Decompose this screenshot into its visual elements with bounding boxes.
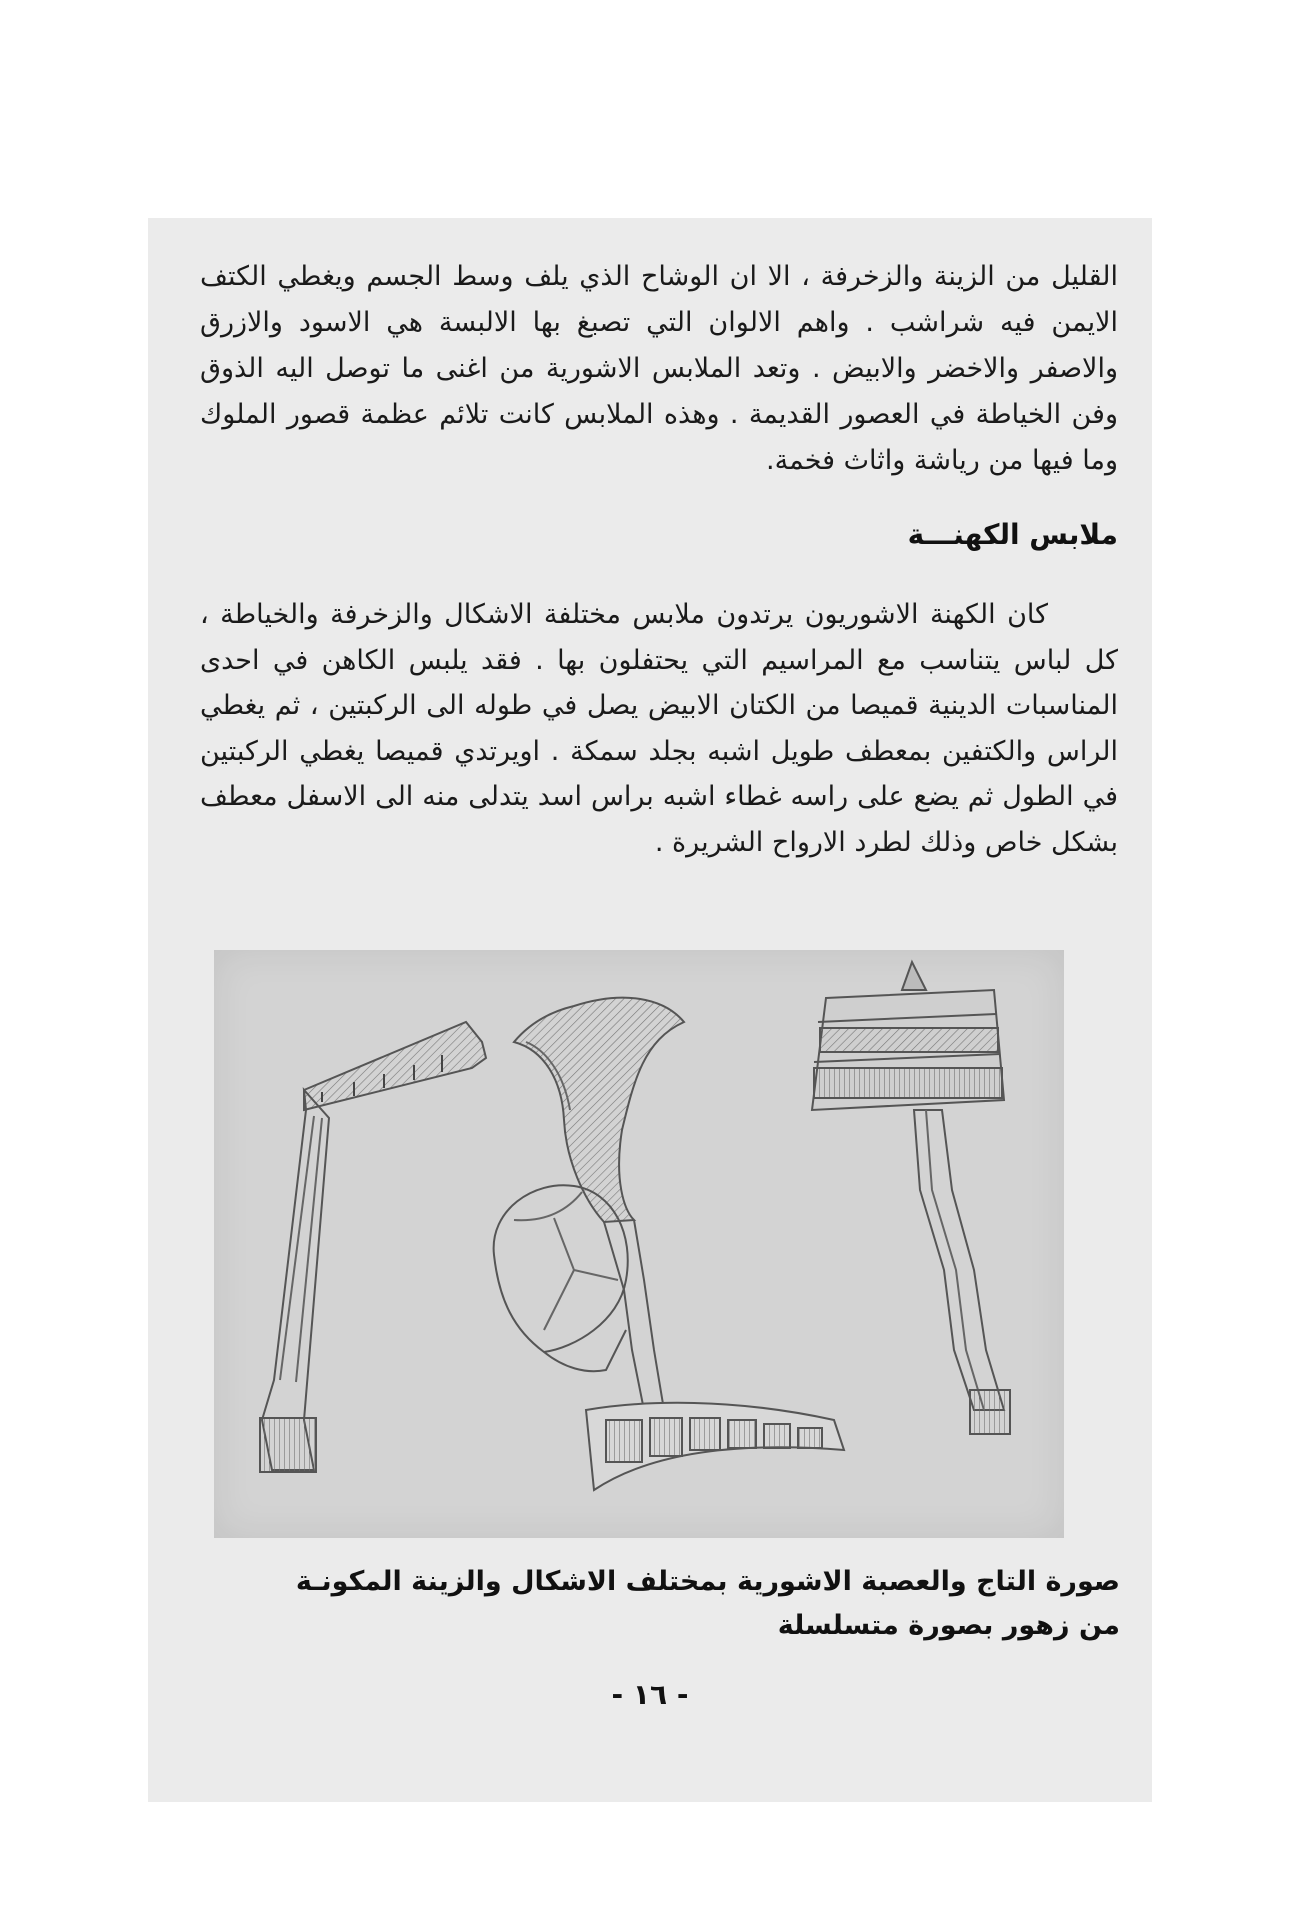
figure-caption: [200, 1560, 1120, 1648]
left-headband-drawing: [260, 1022, 486, 1472]
section-heading: ملابس الكهنـــة: [907, 518, 1118, 551]
page-number: - ١٦ -: [611, 1678, 689, 1711]
crowns-illustration: [214, 950, 1064, 1538]
paragraph-intro: القليل من الزينة والزخرفة ، الا ان الوشاح الذي يلف وسط الجسم ويغطي الكتف الايمن فيه شراشب . واهم الالوان التي تصبغ بها الالبسة هي الاسود والازرق والاصفر والاخضر والابيض . وتعد الملابس الاشورية من اغنى ما توصل اليه الذوق وفن الخياطة في العصور القديمة . وهذه الملابس كانت تلائم عظمة قصور الملوك وما فيها من رياشة واثاث فخمة.: [200, 261, 1118, 476]
paragraph-priests-text: كان الكهنة الاشوريون يرتدون ملابس مختلفة الاشكال والزخرفة والخياطة ، كل لباس يتناسب مع المراسيم التي يحتفلون بها . فقد يلبس الكاهن في احدى المناسبات الدينية قميصا من الكتان الابيض يصل في طوله الى الركبتين ، ثم يغطي الراس والكتفين بمعطف طويل اشبه بجلد سمكة . اويرتدي قميصا يغطي الركبتين في الطول ثم يضع على راسه غطاء اشبه براس اسد يتدلى منه الى الاسفل معطف بشكل خاص وذلك لطرد الارواح الشريرة .: [200, 599, 1118, 858]
caption-line-2: من زهور بصورة متسلسلة: [777, 1610, 1120, 1641]
bottom-band-drawing: [586, 1403, 844, 1490]
book-page: [148, 218, 1152, 1802]
right-crown-drawing: [812, 962, 1010, 1434]
crowns-drawing: [214, 950, 1064, 1538]
center-hood-drawing: [514, 998, 684, 1456]
caption-line-1: صورة التاج والعصبة الاشورية بمختلف الاشكال والزينة المكونـة: [295, 1566, 1120, 1597]
paragraph-priests: [200, 592, 1118, 865]
